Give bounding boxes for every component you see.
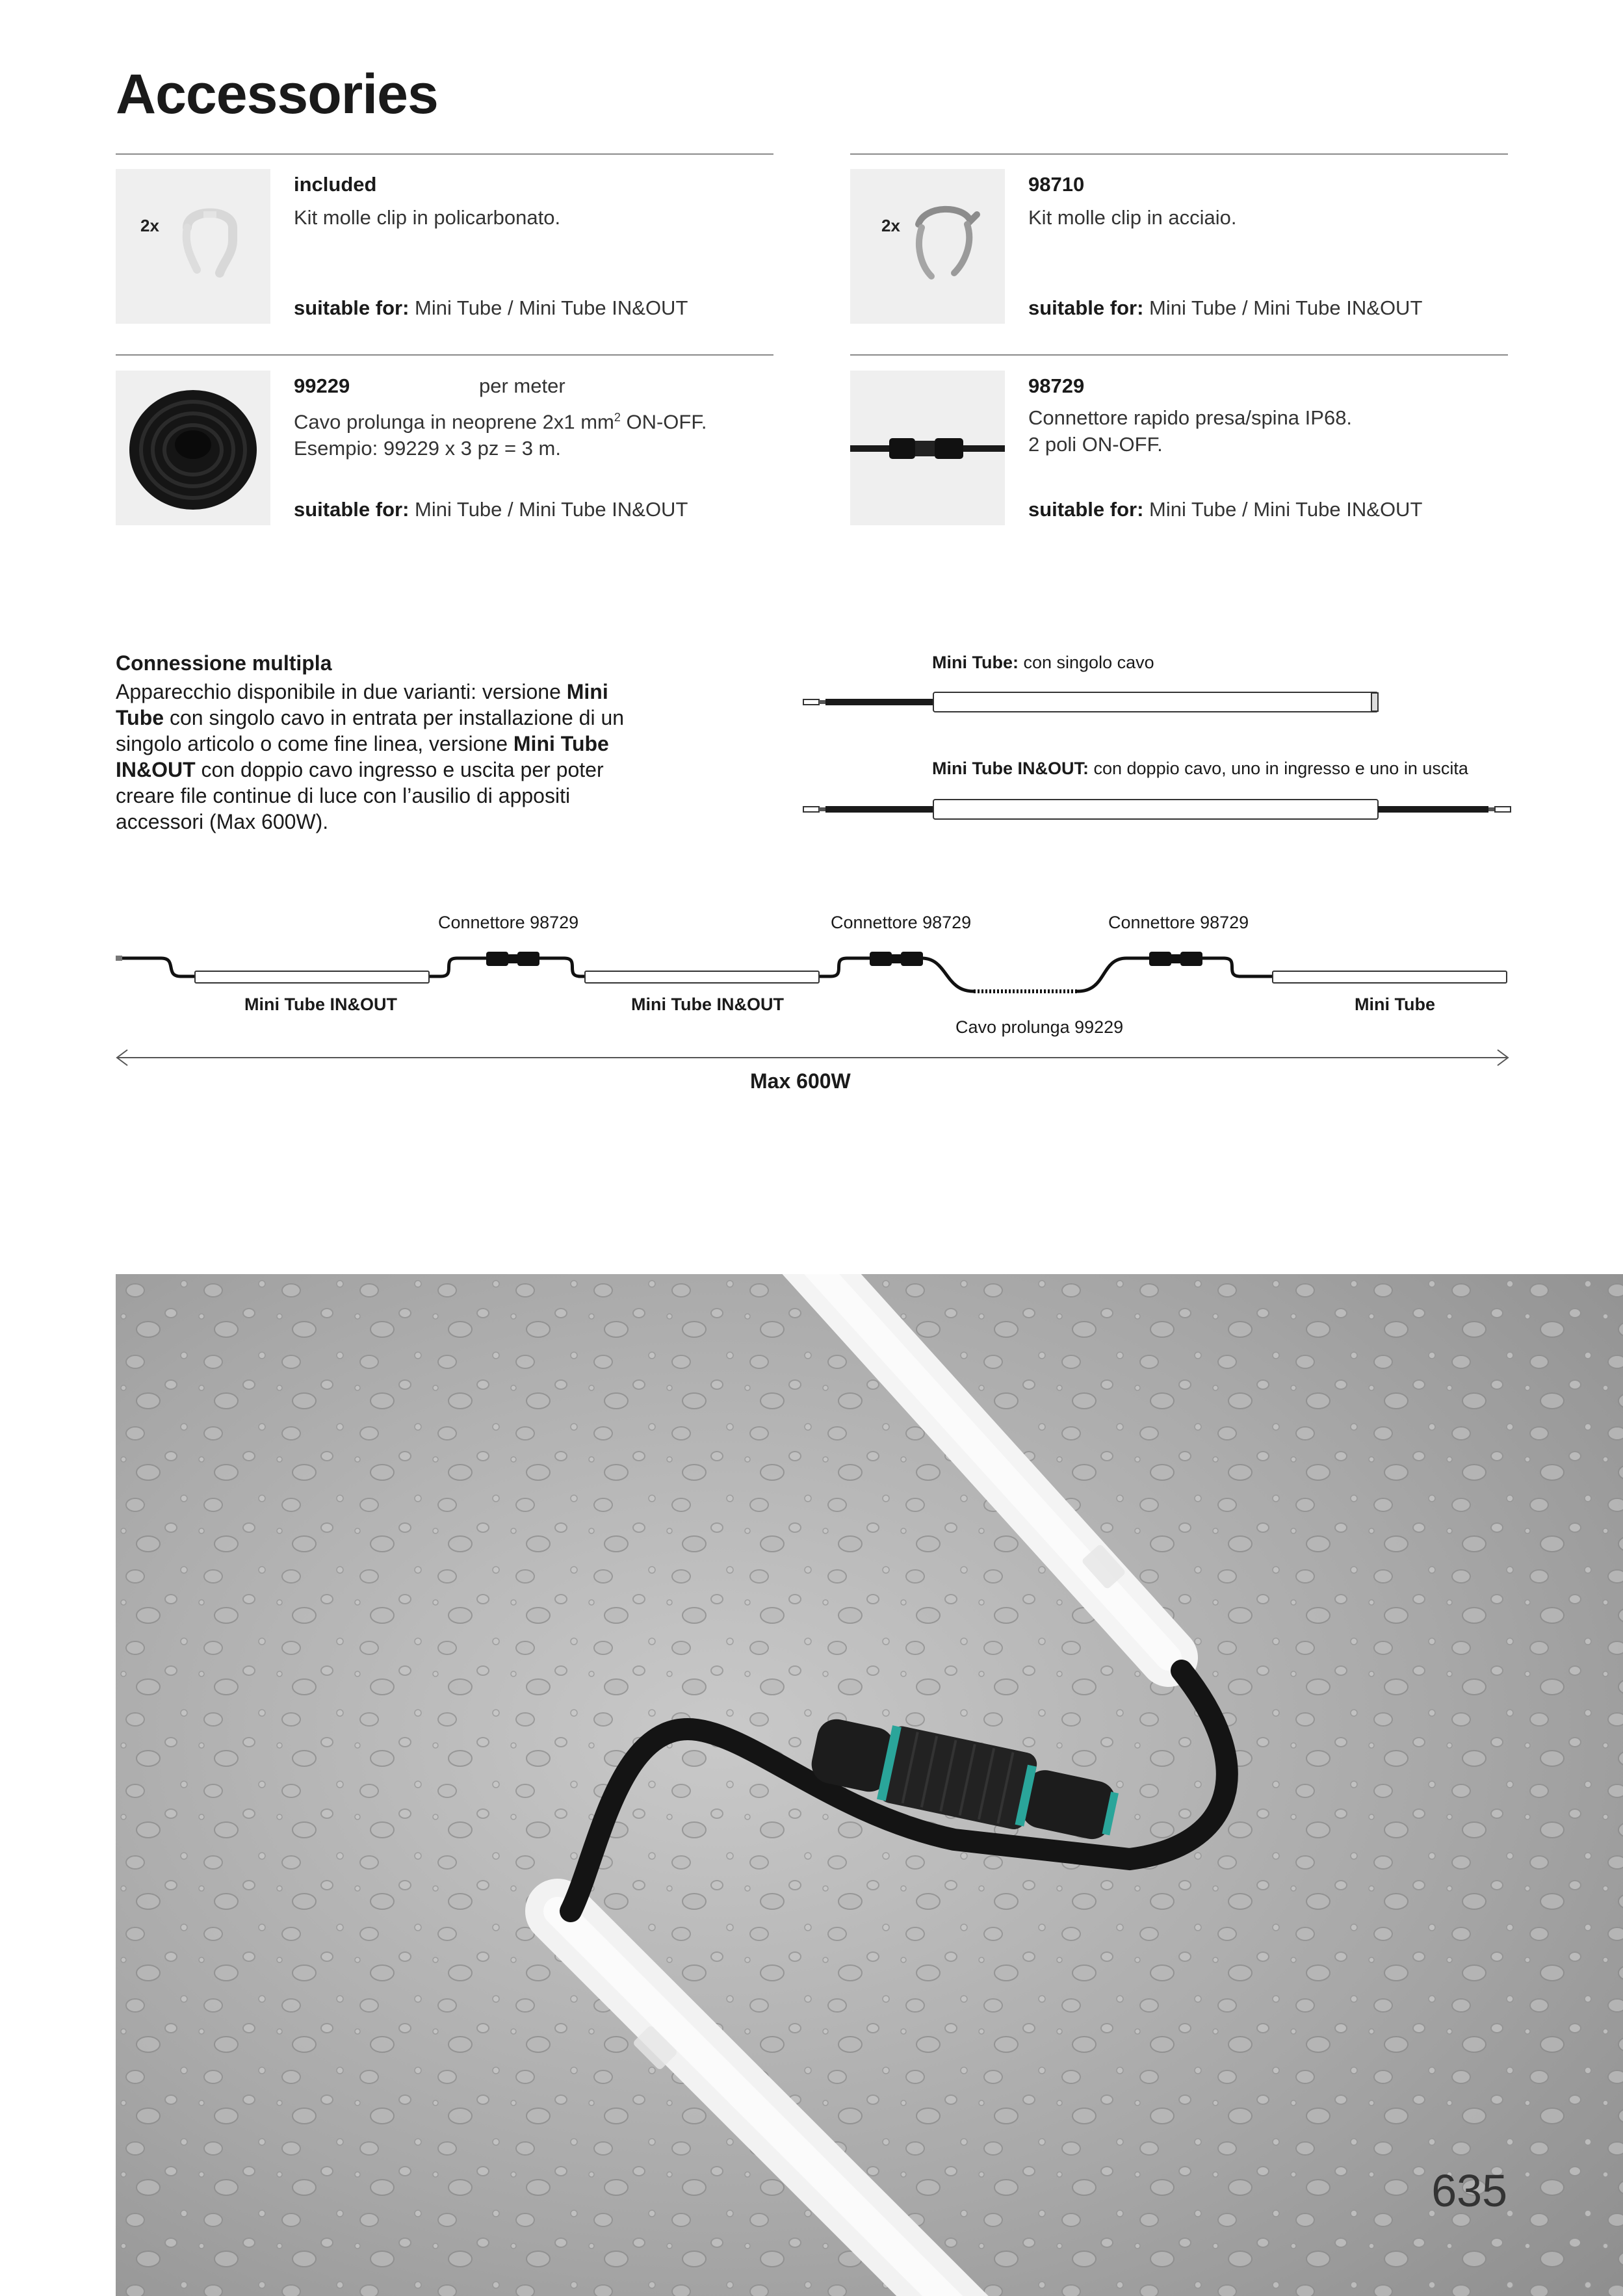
variant-name: Mini Tube IN&OUT: xyxy=(932,759,1089,778)
connector-label: Connettore 98729 xyxy=(1108,913,1249,932)
variant-text: con doppio cavo, uno in ingresso e uno in uscita xyxy=(1088,759,1468,778)
suitable-label: suitable for: xyxy=(1028,296,1144,319)
description-line: 2 poli ON-OFF. xyxy=(1028,433,1163,456)
item-code: included xyxy=(294,173,377,196)
variant-double-label xyxy=(932,759,1468,779)
item-code: 99229 xyxy=(294,374,350,397)
suitable-label: suitable for: xyxy=(294,296,409,319)
description-line-end: ON-OFF. xyxy=(620,410,707,434)
item-code: 98729 xyxy=(1028,374,1085,397)
variant-single-label xyxy=(932,653,1154,673)
item-description xyxy=(294,404,707,462)
item-description: Kit molle clip in policarbonato. xyxy=(294,206,561,229)
divider xyxy=(850,153,1508,155)
text-run: con doppio cavo ingresso e uscita per poter creare file continue di luce con l’ausilio di appositi accessori (Max 600W). xyxy=(116,758,604,833)
suitable-label: suitable for: xyxy=(294,498,409,521)
item-description xyxy=(1028,404,1352,458)
cable-coil-thumbnail xyxy=(116,371,270,525)
item-code: 98710 xyxy=(1028,173,1085,196)
variant-name: Mini Tube: xyxy=(932,653,1019,672)
max-power-label: Max 600W xyxy=(750,1069,851,1093)
text-run: Apparecchio disponibile in due varianti: versione xyxy=(116,680,567,703)
page-title: Accessories xyxy=(116,63,438,125)
connector-label: Connettore 98729 xyxy=(438,913,579,932)
suitable-value: Mini Tube / Mini Tube IN&OUT xyxy=(409,296,688,319)
quantity-label: 2x xyxy=(140,216,159,235)
suitable-label: suitable for: xyxy=(1028,498,1144,521)
suitable-for xyxy=(1028,296,1422,320)
connection-chain-diagram xyxy=(116,943,1508,995)
mini-tube-inout-drawing xyxy=(799,796,1514,822)
description-line: Esempio: 99229 x 3 pz = 3 m. xyxy=(294,437,561,460)
divider xyxy=(850,354,1508,356)
page-number: 635 xyxy=(1431,2165,1507,2216)
divider xyxy=(116,354,773,356)
suitable-for xyxy=(294,296,688,320)
suitable-value: Mini Tube / Mini Tube IN&OUT xyxy=(1143,296,1423,319)
bold-run: Mini Tube IN&OUT xyxy=(116,732,609,781)
mini-tube-photo-illustration xyxy=(116,1274,1623,2296)
item-description: Kit molle clip in acciaio. xyxy=(1028,206,1237,229)
suitable-value: Mini Tube / Mini Tube IN&OUT xyxy=(409,498,688,521)
suitable-for xyxy=(294,498,688,521)
connector-thumbnail xyxy=(850,371,1005,525)
description-line: Cavo prolunga in neoprene 2x1 mm xyxy=(294,410,614,434)
suitable-value: Mini Tube / Mini Tube IN&OUT xyxy=(1143,498,1423,521)
bold-run: Mini Tube xyxy=(116,680,608,729)
quantity-label: 2x xyxy=(881,216,900,235)
suitable-for xyxy=(1028,498,1422,521)
clip-steel-thumbnail xyxy=(850,169,1005,324)
clear-clip-icon xyxy=(168,195,252,286)
divider xyxy=(116,153,773,155)
max-length-arrow xyxy=(116,1048,1509,1067)
cable-label: Cavo prolunga 99229 xyxy=(955,1017,1124,1037)
description-line: Connettore rapido presa/spina IP68. xyxy=(1028,406,1353,429)
product-photo xyxy=(116,1274,1623,2296)
connection-description xyxy=(116,679,636,835)
variant-text: con singolo cavo xyxy=(1018,653,1154,672)
text-run: con singolo cavo in entrata per installazione di un singolo articolo o come fine linea, versione xyxy=(116,706,625,755)
cable-coil-icon xyxy=(125,380,261,516)
tube-label: Mini Tube IN&OUT xyxy=(244,995,397,1014)
connector-icon xyxy=(850,429,1005,468)
clip-polycarbonate-thumbnail xyxy=(116,169,270,324)
per-meter-label: per meter xyxy=(479,374,565,397)
connection-title: Connessione multipla xyxy=(116,651,332,675)
connector-label: Connettore 98729 xyxy=(831,913,972,932)
mini-tube-single-drawing xyxy=(799,689,1384,715)
superscript: 2 xyxy=(614,411,621,424)
steel-clip-icon xyxy=(902,195,987,293)
tube-label: Mini Tube xyxy=(1355,995,1435,1014)
tube-label: Mini Tube IN&OUT xyxy=(631,995,784,1014)
